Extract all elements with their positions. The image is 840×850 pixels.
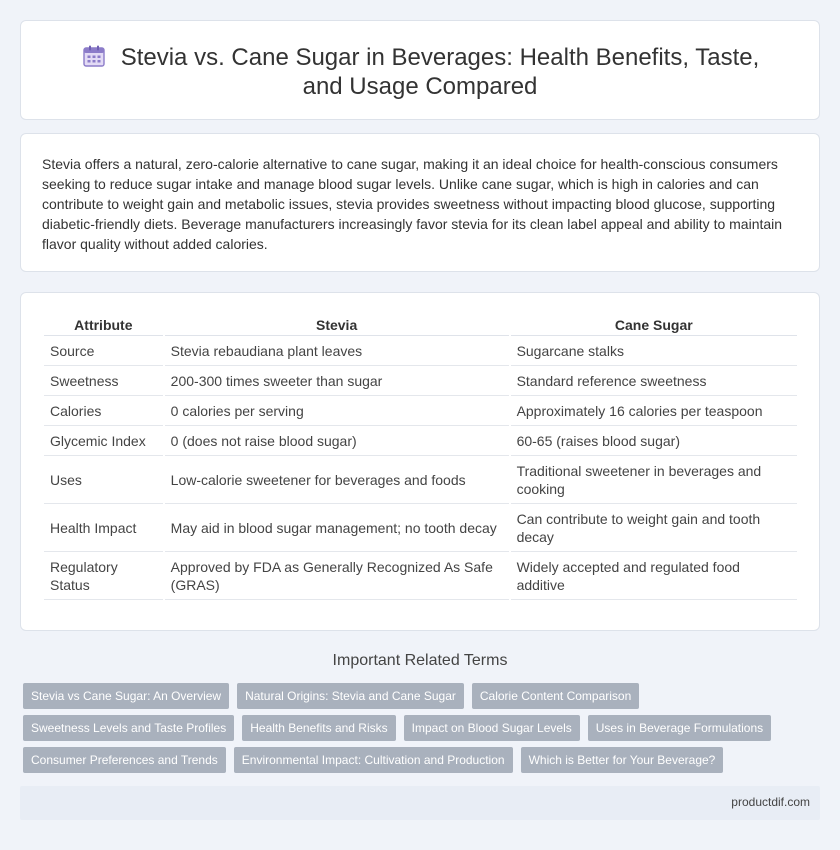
page-title-wrap [61, 43, 779, 101]
table-cell: May aid in blood sugar management; no tooth decay [165, 504, 509, 552]
related-term-tag[interactable]: Natural Origins: Stevia and Cane Sugar [237, 683, 464, 709]
tag-row [23, 683, 823, 709]
related-terms-heading: Important Related Terms [332, 652, 508, 669]
related-term-tag[interactable]: Which is Better for Your Beverage? [521, 747, 724, 773]
table-row [44, 552, 797, 600]
table-row [44, 456, 797, 504]
footer [20, 786, 820, 820]
related-term-tag[interactable]: Calorie Content Comparison [472, 683, 639, 709]
related-term-tag[interactable]: Stevia vs Cane Sugar: An Overview [23, 683, 229, 709]
table-cell: Glycemic Index [44, 426, 163, 456]
table-row [44, 336, 797, 366]
table-cell: Stevia rebaudiana plant leaves [165, 336, 509, 366]
table-cell: Uses [44, 456, 163, 504]
table-header-row [44, 315, 797, 336]
comparison-table [42, 315, 799, 600]
column-header: Attribute [44, 315, 163, 336]
related-term-tag[interactable]: Health Benefits and Risks [242, 715, 395, 741]
table-row [44, 396, 797, 426]
footer-brand[interactable]: productdif.com [731, 795, 810, 809]
related-term-tag[interactable]: Sweetness Levels and Taste Profiles [23, 715, 234, 741]
table-cell: 0 (does not raise blood sugar) [165, 426, 509, 456]
related-terms-list [23, 683, 823, 779]
table-cell: 60-65 (raises blood sugar) [511, 426, 797, 456]
table-row [44, 426, 797, 456]
related-term-tag[interactable]: Consumer Preferences and Trends [23, 747, 226, 773]
tag-row [23, 747, 823, 773]
table-cell: Sugarcane stalks [511, 336, 797, 366]
table-cell: Standard reference sweetness [511, 366, 797, 396]
table-cell: Can contribute to weight gain and tooth decay [511, 504, 797, 552]
table-cell: Sweetness [44, 366, 163, 396]
table-cell: Traditional sweetener in beverages and cooking [511, 456, 797, 504]
table-cell: Approximately 16 calories per teaspoon [511, 396, 797, 426]
table-cell: Low-calorie sweetener for beverages and foods [165, 456, 509, 504]
table-cell: 200-300 times sweeter than sugar [165, 366, 509, 396]
table-row [44, 504, 797, 552]
table-cell: Approved by FDA as Generally Recognized As Safe (GRAS) [165, 552, 509, 600]
calendar-icon [81, 43, 107, 69]
intro-card [20, 133, 820, 272]
table-cell: 0 calories per serving [165, 396, 509, 426]
table-cell: Calories [44, 396, 163, 426]
column-header: Cane Sugar [511, 315, 797, 336]
tag-row [23, 715, 823, 741]
table-cell: Widely accepted and regulated food additive [511, 552, 797, 600]
comparison-table-card [20, 292, 820, 631]
table-cell: Health Impact [44, 504, 163, 552]
related-term-tag[interactable]: Impact on Blood Sugar Levels [404, 715, 580, 741]
page-title: Stevia vs. Cane Sugar in Beverages: Health Benefits, Taste, and Usage Compared [120, 44, 760, 100]
related-term-tag[interactable]: Uses in Beverage Formulations [588, 715, 771, 741]
intro-paragraph: Stevia offers a natural, zero-calorie alternative to cane sugar, making it an ideal choice for health-conscious consumers seeking to reduce sugar intake and manage blood sugar levels. Unlike cane sugar, which is high in calories and can contribute to weight gain and metabolic issues, stevia provides sweetness without impacting blood glucose, supporting diabetic-friendly diets. Beverage manufacturers increasingly favor stevia for its clean label appeal and ability to maintain flavor quality without added calories. [42, 156, 783, 252]
column-header: Stevia [165, 315, 509, 336]
table-row [44, 366, 797, 396]
related-term-tag[interactable]: Environmental Impact: Cultivation and Production [234, 747, 513, 773]
table-cell: Source [44, 336, 163, 366]
title-card [20, 20, 820, 120]
table-cell: Regulatory Status [44, 552, 163, 600]
